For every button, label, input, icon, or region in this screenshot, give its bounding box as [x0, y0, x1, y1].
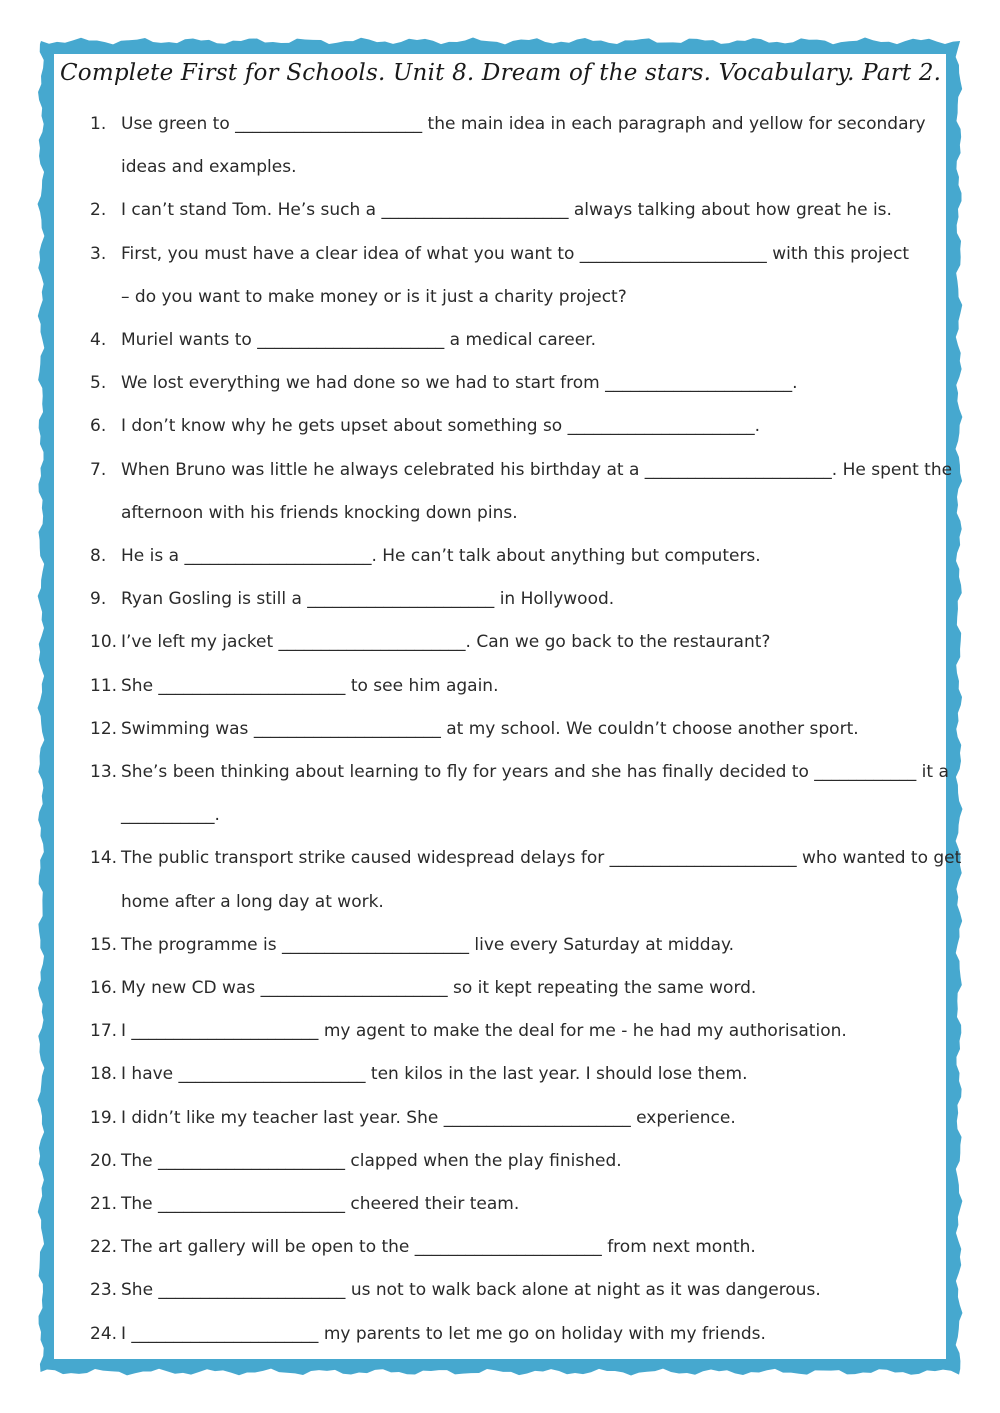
item-text-line: ___________.: [121, 805, 220, 826]
item-number: 21.: [90, 1194, 118, 1214]
exercise-item: [90, 1097, 940, 1140]
item-number: 24.: [90, 1323, 118, 1344]
item-number: 2.: [90, 200, 107, 221]
exercise-item: [90, 967, 940, 1010]
item-text-line: Use green to ______________________ the main idea in each paragraph and yellow for secondary: [121, 114, 926, 134]
exercise-item: [90, 189, 940, 232]
item-text-line: I didn’t like my teacher last year. She ______________________ experience.: [121, 1107, 736, 1128]
item-number: 5.: [90, 373, 107, 394]
item-number: 15.: [90, 934, 118, 955]
item-number: 9.: [90, 589, 107, 610]
item-text-line: We lost everything we had done so we had to start from ______________________.: [121, 373, 798, 394]
exercise-item: [90, 362, 940, 405]
exercise-item: [90, 1140, 940, 1183]
exercise-item: [90, 621, 940, 664]
exercise-item: [90, 103, 940, 189]
exercise-item: [90, 535, 940, 578]
item-text-line: She ______________________ us not to walk back alone at night as it was dangerous.: [121, 1280, 821, 1301]
exercise-item: [90, 1269, 940, 1312]
item-number: 23.: [90, 1280, 118, 1301]
item-text-line: She ______________________ to see him again.: [121, 675, 499, 696]
item-text-line: ideas and examples.: [121, 157, 297, 178]
exercise-item: [90, 1183, 940, 1226]
item-number: 17.: [90, 1021, 118, 1042]
worksheet-title: Complete First for Schools. Unit 8. Dream of the stars. Vocabulary. Part 2.: [60, 60, 942, 86]
item-text-line: I ______________________ my agent to make the deal for me - he had my authorisation.: [121, 1021, 847, 1042]
item-number: 8.: [90, 546, 107, 566]
item-text-line: home after a long day at work.: [121, 891, 384, 912]
exercise-item: [90, 751, 949, 837]
item-text-line: She’s been thinking about learning to fly for years and she has finally decided to ____________ it a: [121, 762, 949, 782]
exercise-item: [90, 1010, 940, 1053]
item-text-line: First, you must have a clear idea of what you want to ______________________ with this project: [121, 243, 910, 264]
exercise-item: [90, 924, 940, 967]
item-text-line: Swimming was ______________________ at my school. We couldn’t choose another sport.: [121, 718, 859, 739]
item-number: 11.: [90, 675, 118, 696]
item-number: 6.: [90, 416, 107, 437]
exercise-item: [90, 1053, 940, 1096]
item-number: 20.: [90, 1150, 118, 1171]
item-text-line: My new CD was ______________________ so it kept repeating the same word.: [121, 978, 757, 998]
exercise-item: [90, 708, 940, 751]
item-number: 13.: [90, 762, 118, 782]
item-text-line: The ______________________ cheered their team.: [121, 1194, 520, 1214]
item-number: 16.: [90, 978, 118, 998]
exercise-item: [90, 405, 940, 448]
item-text-line: The programme is ______________________ live every Saturday at midday.: [121, 934, 735, 955]
exercise-item: [90, 837, 962, 923]
item-number: 1.: [90, 114, 107, 134]
item-text-line: Muriel wants to ______________________ a medical career.: [121, 330, 597, 350]
item-number: 7.: [90, 459, 107, 480]
exercise-item: [90, 233, 940, 319]
item-text-line: He is a ______________________. He can’t talk about anything but computers.: [121, 546, 761, 566]
item-text-line: The public transport strike caused widespread delays for ______________________ who wanted to get: [121, 848, 962, 869]
item-text-line: The art gallery will be open to the ______________________ from next month.: [121, 1237, 756, 1258]
exercise-item: [90, 578, 940, 621]
item-text-line: When Bruno was little he always celebrated his birthday at a ______________________. He spent the: [121, 459, 953, 480]
item-text-line: I’ve left my jacket ______________________. Can we go back to the restaurant?: [121, 632, 771, 653]
item-text-line: I ______________________ my parents to let me go on holiday with my friends.: [121, 1323, 766, 1344]
item-text-line: I have ______________________ ten kilos in the last year. I should lose them.: [121, 1064, 748, 1085]
item-number: 4.: [90, 330, 107, 350]
exercise-item: [90, 665, 940, 708]
exercise-item: [90, 449, 953, 535]
item-text-line: afternoon with his friends knocking down pins.: [121, 502, 518, 523]
exercise-item: [90, 1226, 940, 1269]
item-number: 14.: [90, 848, 118, 869]
item-number: 10.: [90, 632, 118, 653]
exercise-item: [90, 319, 940, 362]
exercise-item: [90, 1313, 940, 1356]
item-text-line: I don’t know why he gets upset about something so ______________________.: [121, 416, 761, 437]
item-number: 3.: [90, 243, 107, 264]
item-text-line: – do you want to make money or is it just a charity project?: [121, 286, 627, 307]
item-text-line: I can’t stand Tom. He’s such a ______________________ always talking about how great he is.: [121, 200, 892, 221]
item-number: 22.: [90, 1237, 118, 1258]
item-number: 19.: [90, 1107, 118, 1128]
item-number: 12.: [90, 718, 118, 739]
item-text-line: The ______________________ clapped when the play finished.: [121, 1150, 622, 1171]
item-text-line: Ryan Gosling is still a ______________________ in Hollywood.: [121, 589, 615, 610]
item-number: 18.: [90, 1064, 118, 1085]
